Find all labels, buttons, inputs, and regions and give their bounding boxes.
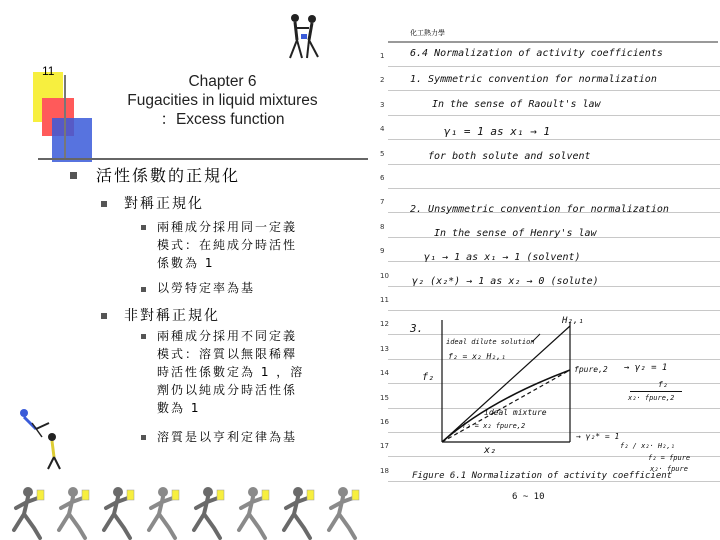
- running-figure: [329, 487, 359, 538]
- ruled-line: [388, 310, 720, 311]
- fugacity-diagram: [420, 312, 620, 452]
- bullet-marker-icon: [101, 313, 107, 319]
- fn-den: x₂· fpure: [650, 465, 688, 473]
- hw-line-2: 1. Symmetric convention for normalization: [410, 74, 657, 85]
- hw-line-12: 3.: [410, 322, 424, 335]
- figure-caption: Figure 6.1 Normalization of activity coefficient: [412, 471, 673, 481]
- ruled-line: [388, 115, 720, 116]
- line-number: 10: [380, 271, 389, 280]
- raoult-line: [442, 370, 570, 442]
- ruled-line: [388, 139, 720, 140]
- fn-eq: f₂ = fpure: [648, 454, 691, 462]
- notes-header: 化工熱力學: [410, 29, 445, 37]
- hw-line-1: 6.4 Normalization of activity coefficients: [410, 48, 663, 59]
- ruled-line: [388, 66, 720, 67]
- line-number: 6: [380, 174, 385, 182]
- text-line: 數為 1: [157, 401, 201, 415]
- line-number: 16: [380, 418, 389, 426]
- diagram-label-ideal-mixture: ideal mixture: [484, 408, 547, 417]
- notes-header-rule: [388, 41, 718, 43]
- diagram-label-f2-raoult: f₂ = x₂ fpure,2: [462, 422, 526, 430]
- line-number: 14: [380, 369, 389, 378]
- ruled-line: [388, 90, 720, 91]
- decor-horizontal-line: [38, 158, 368, 160]
- bullet-marker-icon: [101, 201, 107, 207]
- hw-line-4: γ₁ = 1 as x₁ → 1: [444, 125, 550, 138]
- running-figure: [239, 487, 269, 538]
- text-line: 模式：在純成分時活性: [157, 238, 298, 252]
- running-figure: [284, 487, 314, 538]
- bullet-marker-icon: [141, 435, 146, 440]
- text-line: 兩種成分採用不同定義: [157, 329, 298, 343]
- hw-line-7: 2. Unsymmetric convention for normalization: [410, 204, 669, 215]
- diagram-label-ideal-dilute: ideal dilute solution: [446, 338, 535, 346]
- text-line: 劑仍以純成分時活性係: [157, 383, 298, 397]
- line-number: 5: [380, 149, 385, 158]
- running-figure: [194, 487, 224, 538]
- climber-figures-icon: [14, 405, 64, 475]
- bullet-sym-sub1: [157, 218, 297, 272]
- hw-line-10: γ₂ (x₂*) → 1 as x₂ → 0 (solute): [412, 276, 599, 287]
- decor-blue-block: [52, 118, 92, 162]
- diagram-label-gamma-star: → γ₂* = 1: [576, 432, 620, 441]
- hw-line-5: for both solute and solvent: [428, 151, 591, 162]
- bullet-unsym-sub1: [157, 327, 304, 417]
- bullet-symmetric: 對稱正規化: [124, 196, 204, 212]
- hw-line-9: γ₁ → 1 as x₁ → 1 (solvent): [424, 252, 581, 263]
- title-line-3: ：Excess function: [160, 111, 285, 128]
- bullet-marker-icon: [141, 287, 146, 292]
- handwritten-notes-panel: [372, 22, 720, 502]
- diagram-label-f2-henry: f₂ = x₂ H₂,₁: [448, 352, 506, 361]
- running-figure: [104, 487, 134, 538]
- text-line: 模式：溶質以無限稀釋: [157, 347, 298, 361]
- line-number: 7: [380, 198, 385, 207]
- line-number: 17: [380, 442, 389, 451]
- bullet-unsym-sub2: 溶質是以亨利定律為基: [157, 430, 298, 444]
- bullet-marker-icon: [141, 334, 146, 339]
- hw-line-3: In the sense of Raoult's law: [432, 99, 601, 110]
- running-figure: [149, 487, 179, 538]
- ratio1-den: x₂· fpure,2: [628, 394, 675, 402]
- line-number: 9: [380, 247, 385, 256]
- ratio1-bar: [630, 391, 682, 392]
- diagram-label-fpure: fpure,2: [574, 365, 608, 374]
- diagram-label-x2: x₂: [484, 445, 497, 456]
- line-number: 2: [380, 76, 385, 85]
- line-number: 1: [380, 52, 385, 60]
- title-line-1: Chapter 6: [188, 73, 257, 90]
- line-number: 8: [380, 222, 385, 231]
- ratio2: f₂ / x₂· H₂,₁: [620, 442, 675, 450]
- ruled-line: [388, 164, 720, 165]
- line-number: 18: [380, 466, 389, 475]
- ruled-line: [388, 188, 720, 189]
- running-figure: [14, 487, 44, 538]
- diagram-label-h21: H₂,₁: [562, 316, 584, 326]
- bullet-marker-icon: [141, 225, 146, 230]
- diagram-label-gamma-pure: → γ₂ = 1: [624, 363, 668, 373]
- line-number: 11: [380, 296, 389, 304]
- line-number: 15: [380, 393, 389, 402]
- ratio1-num: f₂: [658, 380, 668, 389]
- bullet-marker-icon: [70, 172, 77, 179]
- line-number: 4: [380, 125, 385, 134]
- text-line: 兩種成分採用同一定義: [157, 220, 298, 234]
- bullet-unsymmetric: 非對稱正規化: [124, 308, 220, 324]
- title-line-2: Fugacities in liquid mixtures: [127, 92, 318, 109]
- running-figures-icon: [0, 478, 370, 540]
- decor-vertical-line: [64, 75, 66, 160]
- line-number: 12: [380, 320, 389, 329]
- line-number: 3: [380, 100, 385, 109]
- line-number: 13: [380, 344, 389, 353]
- bullet-sym-sub2: 以勞特定率為基: [157, 281, 256, 295]
- diagram-label-f2-axis: f₂: [422, 372, 435, 383]
- page-range: 6 ~ 10: [512, 492, 545, 502]
- text-line: 時活性係數定為 1 ，溶: [157, 365, 305, 379]
- slide-title: [90, 72, 355, 129]
- juggler-figures-icon: [282, 10, 327, 65]
- hw-line-8: In the sense of Henry's law: [434, 228, 597, 239]
- bullet-level1: 活性係數的正規化: [96, 166, 241, 185]
- text-line: 係數為 1: [157, 256, 215, 270]
- running-figure: [59, 487, 89, 538]
- slide-number: 11: [42, 64, 55, 78]
